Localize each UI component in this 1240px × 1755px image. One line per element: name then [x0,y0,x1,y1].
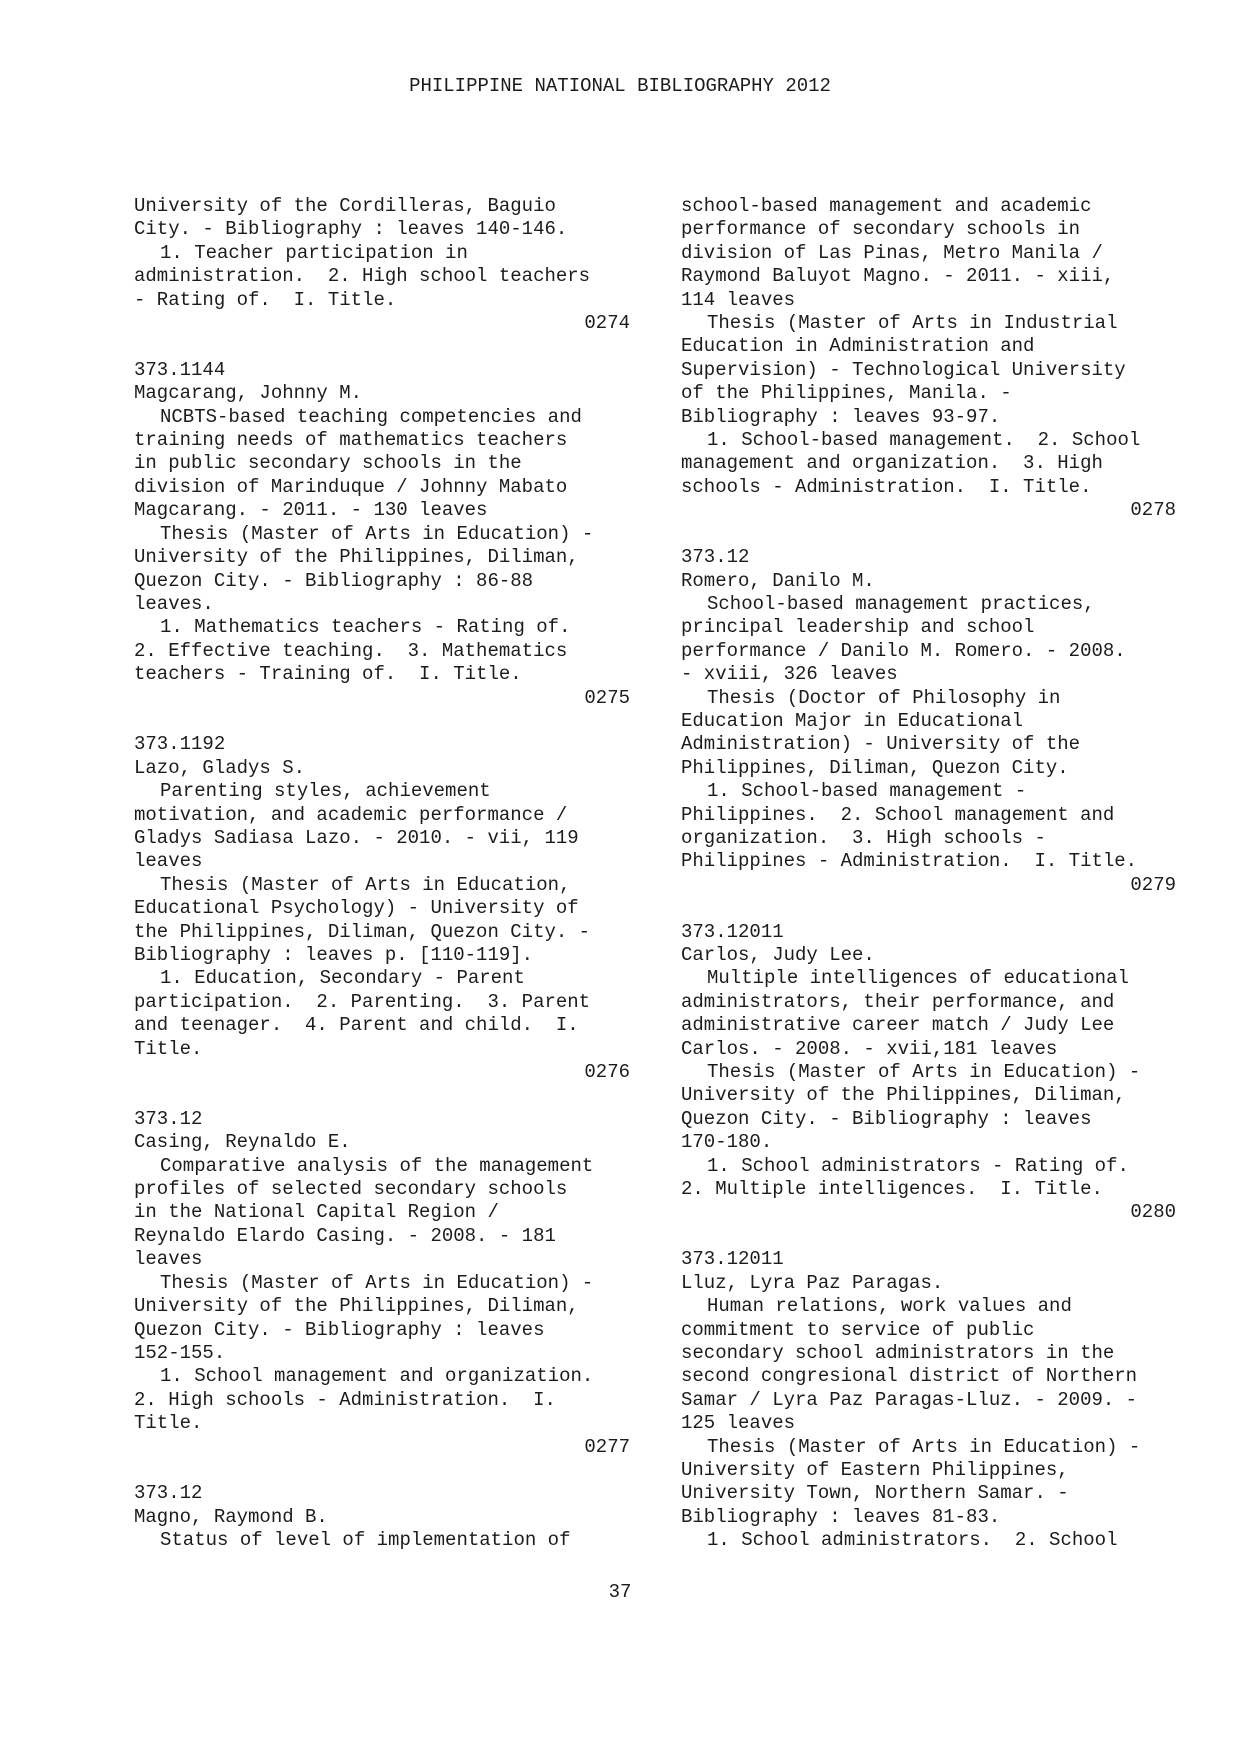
entry-text-line: principal leadership and school [681,616,1035,639]
entry-spacer [134,335,630,358]
entry-text-line: leaves. [134,592,214,615]
entry-text-line: Samar / Lyra Paz Paragas-Lluz. - 2009. - [681,1388,1138,1411]
entry-text-line: Lluz, Lyra Paz Paragas. [681,1271,944,1294]
entry-text-line: performance of secondary schools in [681,218,1081,241]
entry-paragraph-start: Thesis (Master of Arts in Education) - [707,1061,1141,1084]
entry-paragraph-start: 1. School management and organization. [160,1365,594,1388]
entry-number: 0277 [584,1435,630,1458]
entry-text-line: Education in Administration and [681,335,1035,358]
entry-text-line: 373.12 [134,1107,203,1130]
entry-paragraph-start: Multiple intelligences of educational [707,967,1129,990]
entry-number: 0276 [584,1061,630,1084]
entry-text-line: Educational Psychology) - University of [134,897,579,920]
entry-number: 0280 [1130,1201,1176,1224]
entry-text-line: secondary school administrators in the [681,1341,1115,1364]
entry-paragraph-start: Thesis (Doctor of Philosophy in [707,686,1061,709]
entry-text-line: 373.12 [681,546,750,569]
entry-text-line: motivation, and academic performance / [134,803,568,826]
entry-text-line: Supervision) - Technological University [681,358,1126,381]
entry-text-line: 373.12011 [681,920,784,943]
left-column [134,195,630,1553]
entry-text-line: Magcarang, Johnny M. [134,382,363,405]
entry-text-line: Magcarang. - 2011. - 130 leaves [134,499,488,522]
entry-text-line: Quezon City. - Bibliography : 86-88 [134,569,534,592]
entry-text-line: - Rating of. I. Title. [134,288,397,311]
entry-text-line: Bibliography : leaves 93-97. [681,405,1001,428]
entry-spacer [681,1225,1176,1248]
entry-text-line: University of Eastern Philippines, [681,1458,1069,1481]
entry-text-line: 2. Effective teaching. 3. Mathematics [134,639,568,662]
right-column [681,195,1176,1553]
entry-text-line: 125 leaves [681,1412,796,1435]
entry-text-line: Philippines. 2. School management and [681,803,1115,826]
entry-text-line: University of the Philippines, Diliman, [134,546,579,569]
entry-text-line: division of Las Pinas, Metro Manila / [681,241,1103,264]
entry-text-line: 373.1192 [134,733,226,756]
entry-text-line: Carlos. - 2008. - xvii,181 leaves [681,1037,1058,1060]
entry-paragraph-start: 1. School-based management. 2. School [707,429,1141,452]
entry-paragraph-start: Thesis (Master of Arts in Education) - [707,1435,1141,1458]
entry-paragraph-start: 1. School administrators. 2. School [707,1529,1118,1552]
entry-text-line: of the Philippines, Manila. - [681,382,1012,405]
entry-spacer [681,897,1176,920]
entry-text-line: participation. 2. Parenting. 3. Parent [134,990,591,1013]
entry-text-line: 2. Multiple intelligences. I. Title. [681,1178,1103,1201]
entry-text-line: in the National Capital Region / [134,1201,499,1224]
entry-text-line: 152-155. [134,1341,226,1364]
entry-paragraph-start: Thesis (Master of Arts in Education, [160,873,571,896]
entry-paragraph-start: 1. Education, Secondary - Parent [160,967,525,990]
entry-text-line: teachers - Training of. I. Title. [134,663,522,686]
entry-text-line: commitment to service of public [681,1318,1035,1341]
entry-text-line: in public secondary schools in the [134,452,522,475]
entry-paragraph-start: School-based management practices, [707,592,1095,615]
entry-text-line: organization. 3. High schools - [681,826,1046,849]
entry-text-line: Carlos, Judy Lee. [681,944,875,966]
entry-text-line: administration. 2. High school teachers [134,265,591,288]
entry-text-line: schools - Administration. I. Title. [681,475,1092,498]
entry-text-line: training needs of mathematics teachers [134,429,568,452]
entry-text-line: 373.12 [134,1482,203,1505]
entry-text-line: University of the Philippines, Diliman, [134,1295,579,1318]
entry-text-line: second congresional district of Northern [681,1365,1138,1388]
entry-text-line: leaves [134,850,203,873]
entry-text-line: 114 leaves [681,288,796,311]
page-number: 37 [608,1581,632,1603]
entry-number: 0278 [1130,499,1176,522]
entry-text-line: management and organization. 3. High [681,452,1103,475]
entry-text-line: Romero, Danilo M. [681,569,875,592]
entry-text-line: school-based management and academic [681,195,1092,217]
entry-paragraph-start: NCBTS-based teaching competencies and [160,405,582,428]
entry-text-line: 373.12011 [681,1248,784,1271]
entry-text-line: and teenager. 4. Parent and child. I. [134,1014,579,1037]
entry-text-line: division of Marinduque / Johnny Mabato [134,475,568,498]
entry-paragraph-start: Comparative analysis of the management [160,1154,594,1177]
entry-text-line: University of the Philippines, Diliman, [681,1084,1126,1107]
entry-text-line: Philippines, Diliman, Quezon City. [681,756,1069,779]
entry-text-line: University Town, Northern Samar. - [681,1482,1069,1505]
entry-text-line: Quezon City. - Bibliography : leaves [681,1107,1092,1130]
entry-paragraph-start: 1. Mathematics teachers - Rating of. [160,616,571,639]
entry-number: 0275 [584,686,630,709]
entry-paragraph-start: Parenting styles, achievement [160,780,491,803]
entry-text-line: Casing, Reynaldo E. [134,1131,351,1154]
entry-spacer [681,523,1176,546]
running-header: PHILIPPINE NATIONAL BIBLIOGRAPHY 2012 [409,75,831,97]
entry-text-line: Bibliography : leaves 81-83. [681,1505,1001,1528]
entry-text-line: administrators, their performance, and [681,990,1115,1013]
entry-paragraph-start: Thesis (Master of Arts in Education) - [160,522,594,545]
entry-text-line: performance / Danilo M. Romero. - 2008. [681,639,1126,662]
entry-text-line: - xviii, 326 leaves [681,663,898,686]
entry-paragraph-start: Human relations, work values and [707,1295,1072,1318]
entry-text-line: Quezon City. - Bibliography : leaves [134,1318,545,1341]
entry-text-line: Raymond Baluyot Magno. - 2011. - xiii, [681,265,1115,288]
entry-text-line: Administration) - University of the [681,733,1081,756]
entry-text-line: Lazo, Gladys S. [134,756,306,779]
entry-text-line: 373.1144 [134,358,226,381]
entry-text-line: Reynaldo Elardo Casing. - 2008. - 181 [134,1224,556,1247]
entry-number: 0279 [1130,873,1176,896]
entry-text-line: Title. [134,1412,203,1435]
entry-text-line: Philippines - Administration. I. Title. [681,850,1138,873]
entry-paragraph-start: 1. Teacher participation in [160,241,468,264]
entry-text-line: administrative career match / Judy Lee [681,1014,1115,1037]
entry-paragraph-start: 1. School-based management - [707,780,1027,803]
entry-paragraph-start: Thesis (Master of Arts in Industrial [707,312,1118,335]
entry-text-line: leaves [134,1248,203,1271]
entry-text-line: the Philippines, Diliman, Quezon City. - [134,920,591,943]
entry-text-line: profiles of selected secondary schools [134,1178,568,1201]
entry-text-line: Title. [134,1037,203,1060]
entry-text-line: 2. High schools - Administration. I. [134,1388,556,1411]
entry-text-line: City. - Bibliography : leaves 140-146. [134,218,568,241]
entry-text-line: Education Major in Educational [681,709,1024,732]
entry-text-line: Magno, Raymond B. [134,1505,328,1528]
entry-spacer [134,710,630,733]
entry-paragraph-start: Status of level of implementation of [160,1529,571,1552]
entry-text-line: University of the Cordilleras, Baguio [134,195,556,217]
entry-text-line: Gladys Sadiasa Lazo. - 2010. - vii, 119 [134,826,579,849]
entry-number: 0274 [584,312,630,335]
entry-spacer [134,1084,630,1107]
entry-paragraph-start: 1. School administrators - Rating of. [707,1154,1129,1177]
entry-spacer [134,1459,630,1482]
entry-paragraph-start: Thesis (Master of Arts in Education) - [160,1271,594,1294]
entry-text-line: 170-180. [681,1131,773,1154]
entry-text-line: Bibliography : leaves p. [110-119]. [134,944,534,966]
